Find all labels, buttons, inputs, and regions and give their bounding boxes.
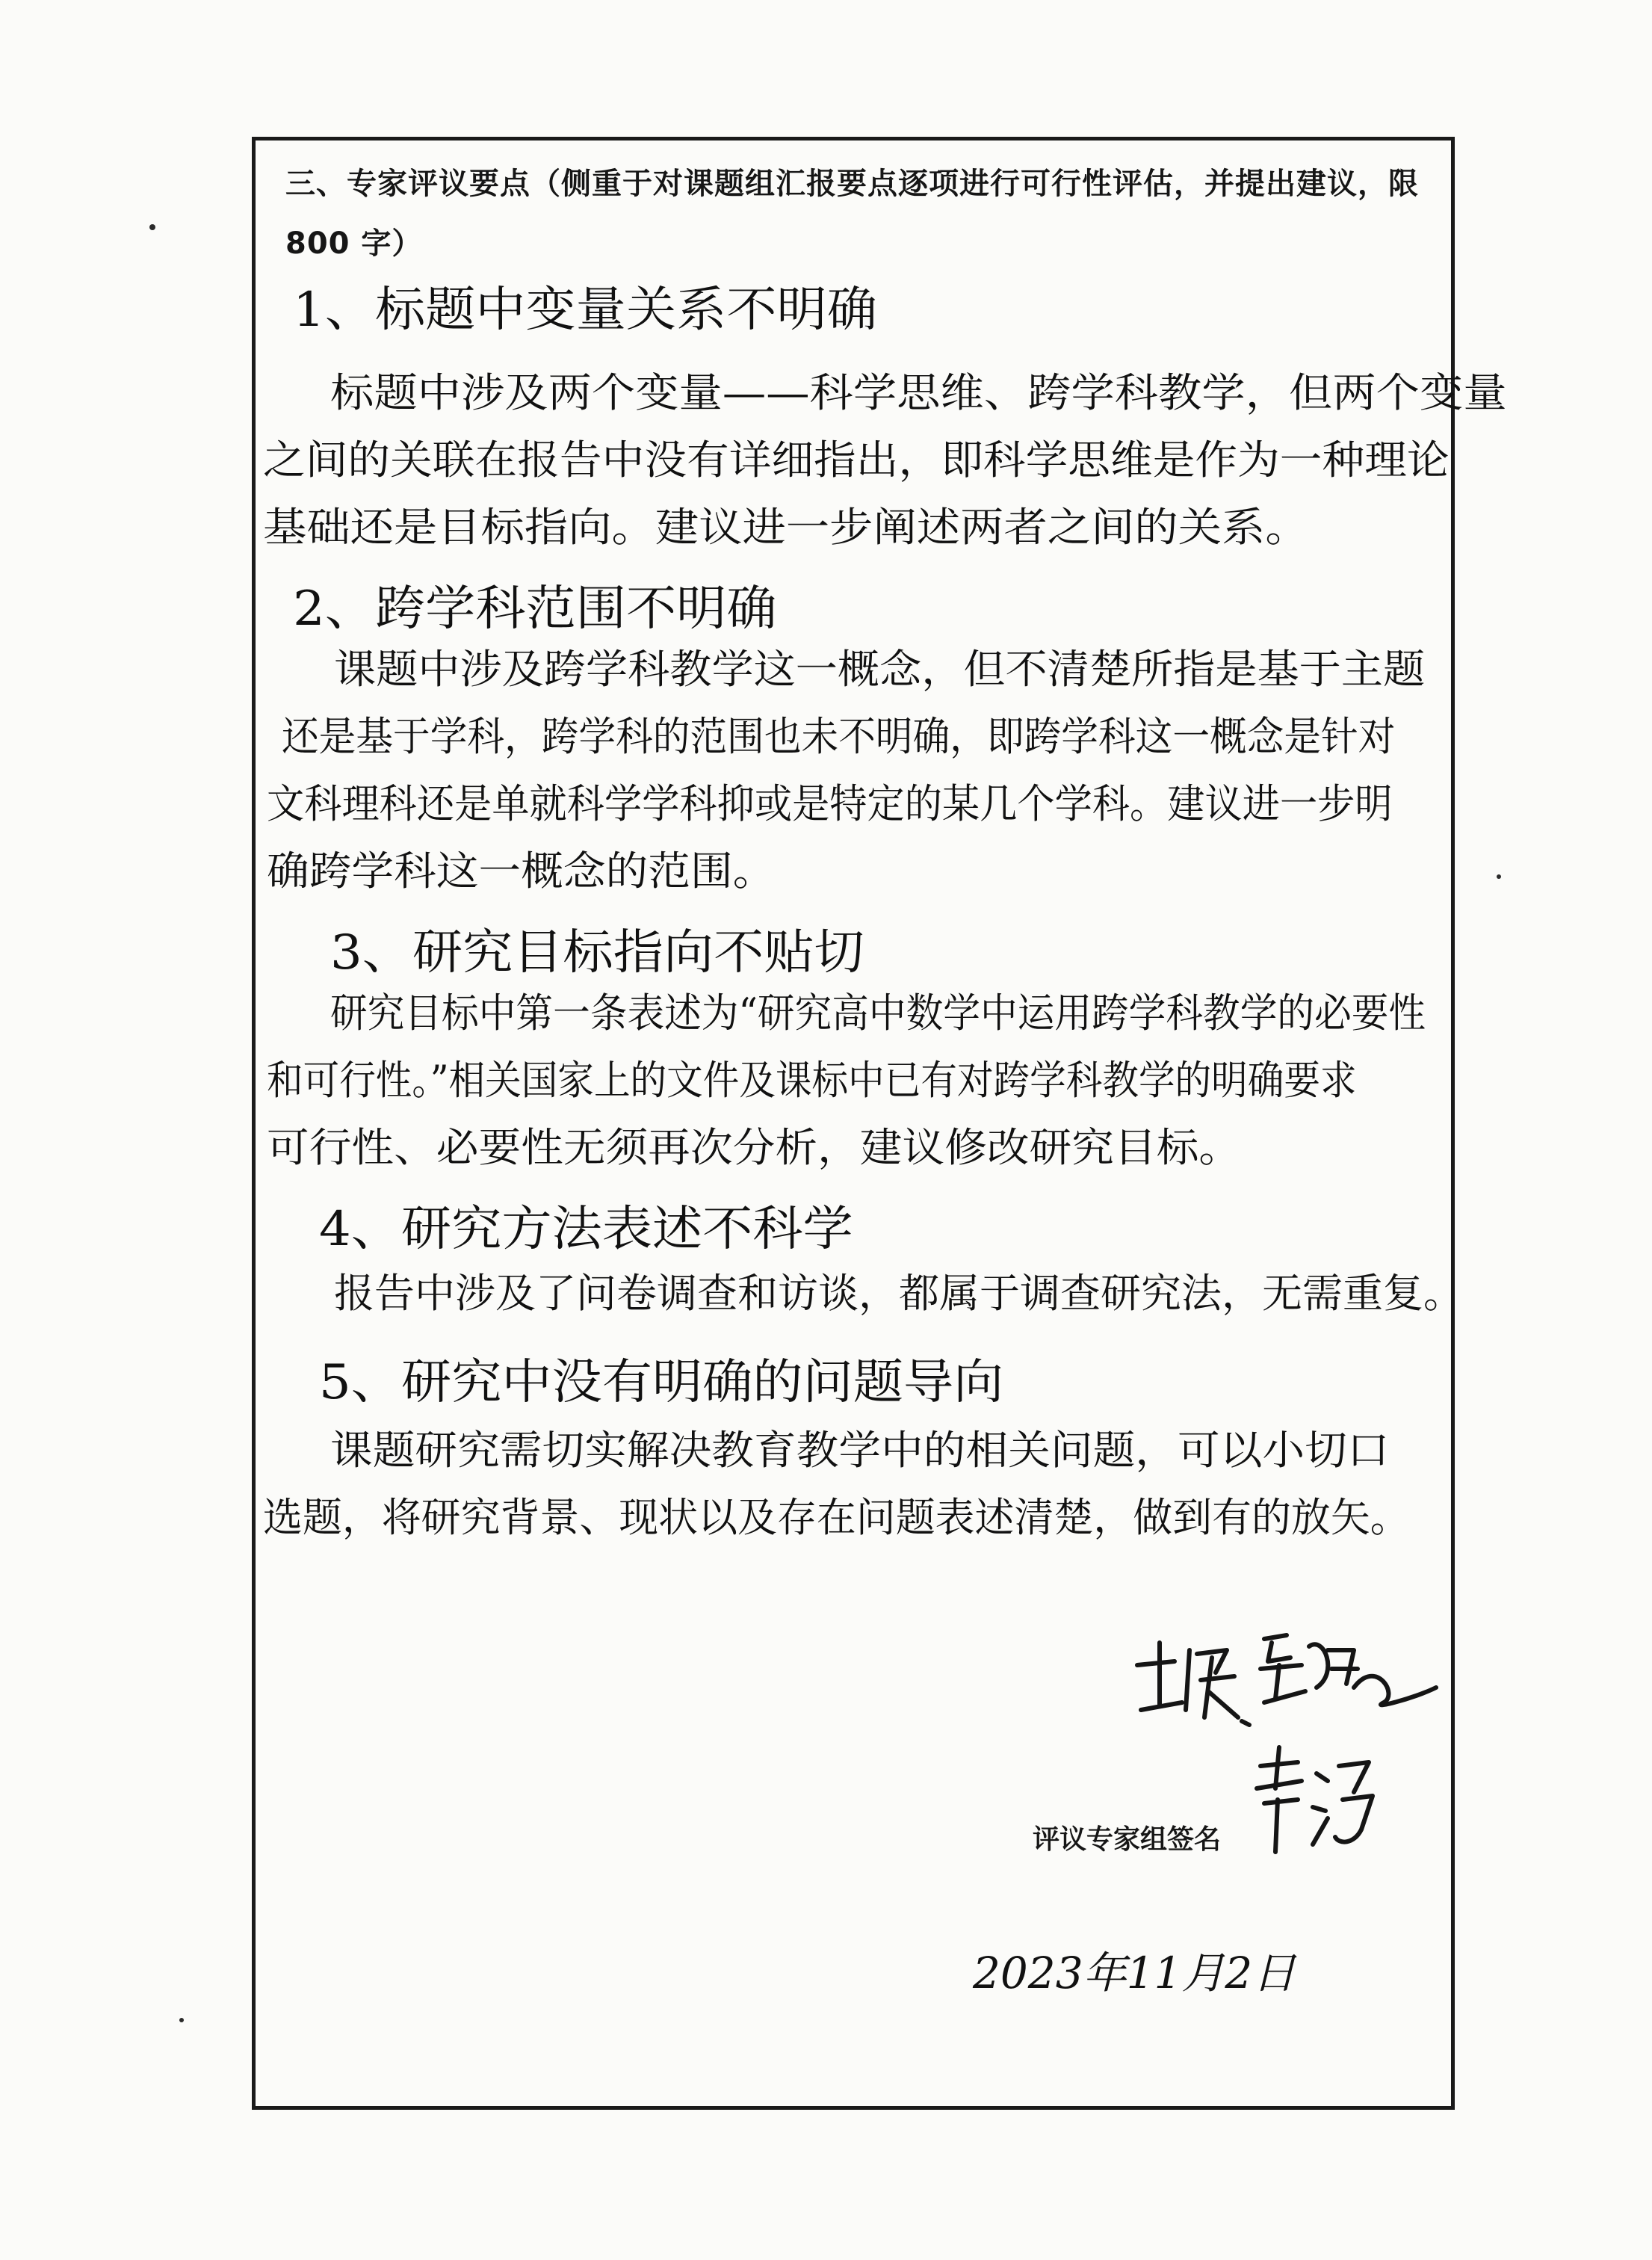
item-3-heading: 3、研究目标指向不贴切	[330, 925, 864, 981]
item-2-heading: 2、跨学科范围不明确	[293, 581, 777, 637]
item-4-line: 报告中涉及了问卷调查和访谈，都属于调查研究法，无需重复。	[334, 1270, 1464, 1317]
item-5-heading: 5、研究中没有明确的问题导向	[319, 1355, 1004, 1410]
section-header: 三、专家评议要点（侧重于对课题组汇报要点逐项进行可行性评估，并提出建议，限 800 字）	[285, 167, 1419, 261]
review-date: 2023年11月2日	[973, 1948, 1296, 1998]
item-5-line: 课题研究需切实解决教育教学中的相关问题，可以小切口	[330, 1427, 1390, 1474]
item-3-line: 可行性、必要性无须再次分析，建议修改研究目标。	[267, 1124, 1242, 1171]
scan-speck	[149, 224, 155, 230]
review-form-box	[252, 137, 1507, 2110]
item-2-line: 确跨学科这一概念的范围。	[267, 848, 776, 895]
item-1-heading: 1、标题中变量关系不明确	[293, 282, 877, 338]
item-1-line: 之间的关联在报告中没有详细指出，即科学思维是作为一种理论	[263, 436, 1450, 484]
item-4-heading: 4、研究方法表述不科学	[319, 1202, 853, 1257]
item-3-line: 研究目标中第一条表述为“研究高中数学中运用跨学科教学的必要性	[330, 989, 1426, 1037]
item-1-line: 基础还是目标指向。建议进一步阐述两者之间的关系。	[263, 504, 1309, 551]
item-1-line: 标题中涉及两个变量——科学思维、跨学科教学，但两个变量	[330, 369, 1507, 416]
item-2-line: 还是基于学科，跨学科的范围也未不明确，即跨学科这一概念是针对	[282, 713, 1396, 760]
scan-speck	[1497, 874, 1501, 879]
item-5-line: 选题，将研究背景、现状以及存在问题表述清楚，做到有的放矢。	[263, 1494, 1410, 1541]
item-2-line: 课题中涉及跨学科教学这一概念，但不清楚所指是基于主题	[334, 646, 1426, 693]
item-2-line: 文科理科还是单就科学学科抑或是特定的某几个学科。建议进一步明	[267, 780, 1393, 827]
signature-label: 评议专家组签名	[1033, 1824, 1222, 1855]
item-3-line: 和可行性。”相关国家上的文件及课标中已有对跨学科教学的明确要求	[267, 1057, 1357, 1104]
scan-speck	[179, 2018, 184, 2022]
handwritten-signatures	[1130, 1628, 1444, 1897]
